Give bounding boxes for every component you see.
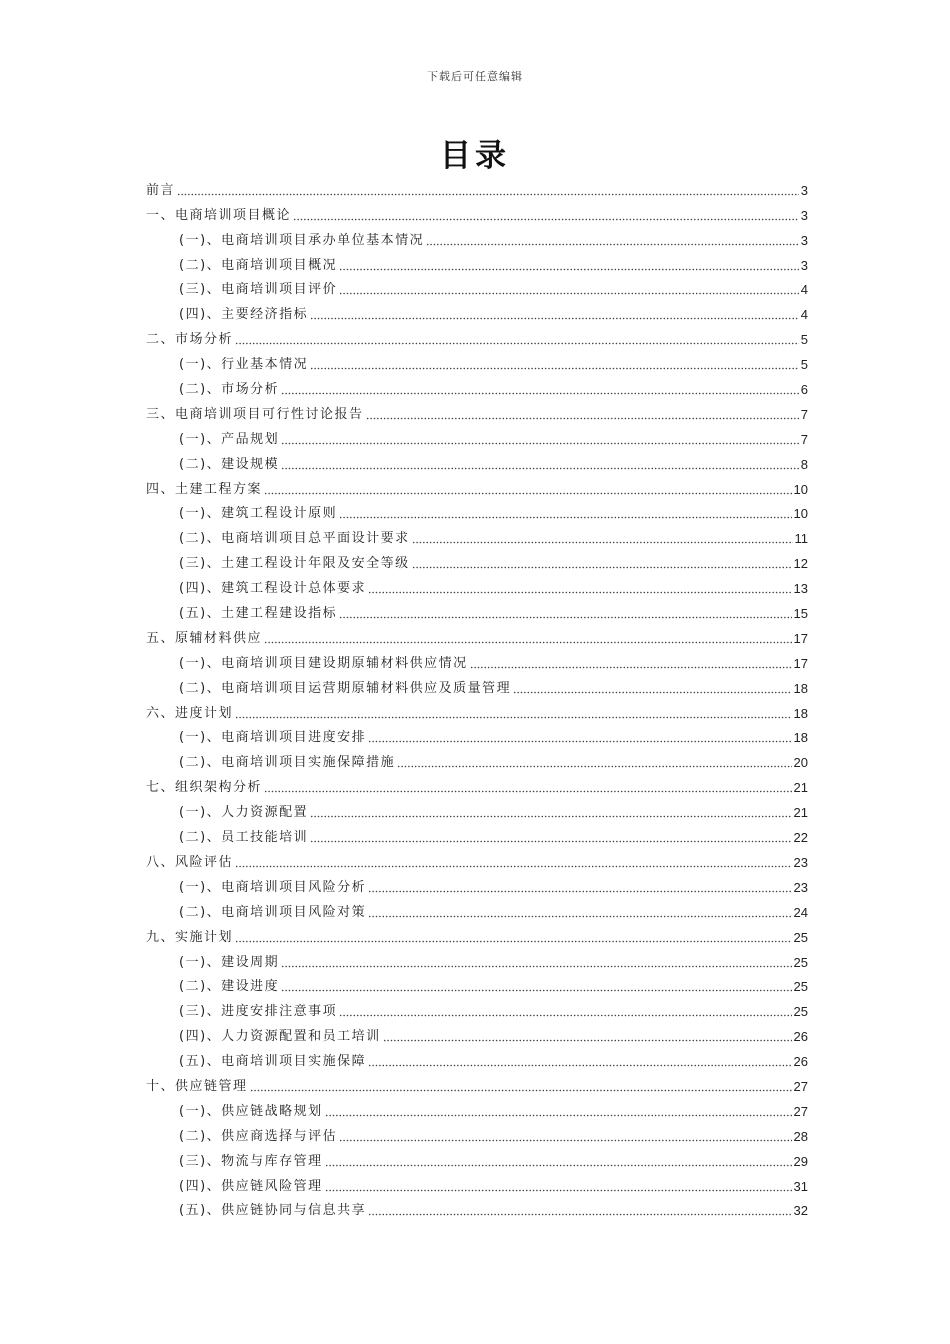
toc-entry-label: (三)、进度安排注意事项: [179, 1004, 338, 1020]
toc-entry-label: 九、实施计划: [146, 929, 234, 945]
toc-entry[interactable]: [146, 948, 808, 973]
toc-entry-page-number: 21: [793, 780, 808, 796]
toc-entry-label: (一)、行业基本情况: [179, 357, 309, 373]
toc-entry-label: (五)、电商培训项目实施保障: [179, 1054, 367, 1070]
toc-entry-label: (一)、人力资源配置: [179, 805, 309, 821]
toc-entry[interactable]: [146, 450, 808, 475]
toc-entry[interactable]: [146, 251, 808, 276]
dot-leader: [281, 392, 799, 395]
toc-entry-label: 八、风险评估: [146, 854, 234, 870]
dot-leader: [281, 989, 791, 992]
page-header: 下载后可任意编辑: [427, 70, 523, 83]
toc-entry-label: 一、电商培训项目概论: [146, 207, 292, 223]
toc-entry[interactable]: [146, 1047, 808, 1072]
table-of-contents: [146, 176, 808, 1221]
toc-entry-page-number: 24: [793, 904, 808, 920]
toc-entry-label: (三)、土建工程设计年限及安全等级: [179, 556, 410, 572]
toc-entry-label: 前言: [146, 182, 176, 198]
toc-entry-page-number: 3: [800, 182, 808, 198]
toc-entry-page-number: 5: [800, 332, 808, 348]
dot-leader: [310, 840, 791, 843]
toc-entry-page-number: 10: [793, 506, 808, 522]
dot-leader: [235, 716, 792, 719]
toc-entry[interactable]: [146, 350, 808, 375]
toc-entry-label: (一)、电商培训项目承办单位基本情况: [179, 232, 425, 248]
toc-entry-label: (二)、员工技能培训: [179, 830, 309, 846]
toc-entry-label: (二)、电商培训项目运营期原辅材料供应及质量管理: [179, 680, 512, 696]
toc-entry[interactable]: [146, 325, 808, 350]
toc-entry[interactable]: [146, 549, 808, 574]
toc-entry-label: (一)、电商培训项目风险分析: [179, 879, 367, 895]
toc-entry-page-number: 26: [793, 1054, 808, 1070]
toc-entry-page-number: 21: [793, 805, 808, 821]
dot-leader: [426, 243, 799, 246]
toc-entry-label: (一)、建设周期: [179, 954, 280, 970]
toc-title: 目录: [440, 138, 510, 174]
toc-entry-page-number: 18: [793, 680, 808, 696]
toc-entry[interactable]: [146, 1147, 808, 1172]
toc-entry[interactable]: [146, 425, 808, 450]
toc-entry[interactable]: [146, 699, 808, 724]
dot-leader: [368, 1064, 791, 1067]
toc-entry-label: (一)、电商培训项目进度安排: [179, 730, 367, 746]
dot-leader: [325, 1114, 792, 1117]
toc-entry[interactable]: [146, 300, 808, 325]
dot-leader: [366, 417, 799, 420]
dot-leader: [368, 915, 791, 918]
toc-entry-page-number: 3: [800, 207, 808, 223]
dot-leader: [339, 268, 799, 271]
toc-entry-label: (二)、电商培训项目风险对策: [179, 904, 367, 920]
toc-entry-label: (五)、土建工程建设指标: [179, 606, 338, 622]
dot-leader: [368, 591, 791, 594]
dot-leader: [281, 442, 799, 445]
dot-leader: [339, 1139, 791, 1142]
dot-leader: [281, 965, 791, 968]
dot-leader: [310, 367, 799, 370]
toc-entry[interactable]: [146, 524, 808, 549]
dot-leader: [264, 492, 792, 495]
dot-leader: [412, 541, 793, 544]
dot-leader: [235, 342, 799, 345]
toc-entry-label: (四)、建筑工程设计总体要求: [179, 581, 367, 597]
toc-entry-page-number: 4: [800, 307, 808, 323]
toc-entry-label: (四)、人力资源配置和员工培训: [179, 1029, 381, 1045]
toc-entry-label: 五、原辅材料供应: [146, 630, 263, 646]
toc-entry-page-number: 20: [793, 755, 808, 771]
toc-entry-page-number: 27: [793, 1103, 808, 1119]
dot-leader: [235, 865, 792, 868]
dot-leader: [383, 1039, 792, 1042]
toc-entry[interactable]: [146, 848, 808, 873]
toc-entry[interactable]: [146, 1022, 808, 1047]
dot-leader: [339, 516, 791, 519]
dot-leader: [281, 467, 799, 470]
toc-entry-page-number: 31: [793, 1178, 808, 1194]
toc-entry-label: (三)、物流与库存管理: [179, 1153, 323, 1169]
toc-entry[interactable]: [146, 1122, 808, 1147]
toc-entry[interactable]: [146, 500, 808, 525]
toc-entry[interactable]: [146, 1197, 808, 1222]
toc-entry-label: (二)、电商培训项目概况: [179, 257, 338, 273]
toc-entry-page-number: 32: [793, 1203, 808, 1219]
toc-entry-label: (四)、主要经济指标: [179, 307, 309, 323]
dot-leader: [250, 1089, 792, 1092]
toc-entry-page-number: 29: [793, 1153, 808, 1169]
toc-entry[interactable]: [146, 923, 808, 948]
toc-entry-label: (二)、电商培训项目总平面设计要求: [179, 531, 410, 547]
toc-entry-page-number: 13: [793, 581, 808, 597]
toc-entry-page-number: 28: [793, 1128, 808, 1144]
dot-leader: [339, 1014, 791, 1017]
dot-leader: [339, 616, 791, 619]
toc-entry-page-number: 23: [793, 854, 808, 870]
toc-entry-page-number: 23: [793, 879, 808, 895]
toc-entry-label: (二)、供应商选择与评估: [179, 1128, 338, 1144]
dot-leader: [264, 790, 792, 793]
dot-leader: [264, 641, 792, 644]
toc-entry[interactable]: [146, 973, 808, 998]
toc-entry-page-number: 11: [794, 531, 808, 547]
toc-entry-page-number: 26: [793, 1029, 808, 1045]
toc-entry[interactable]: [146, 674, 808, 699]
toc-entry-page-number: 18: [793, 705, 808, 721]
toc-entry-page-number: 6: [800, 382, 808, 398]
toc-entry-label: (二)、建设规模: [179, 456, 280, 472]
toc-entry-page-number: 22: [793, 830, 808, 846]
toc-entry[interactable]: [146, 400, 808, 425]
toc-entry[interactable]: [146, 375, 808, 400]
dot-leader: [325, 1164, 792, 1167]
toc-entry-label: 十、供应链管理: [146, 1078, 248, 1094]
toc-entry[interactable]: [146, 1072, 808, 1097]
toc-entry-page-number: 7: [800, 431, 808, 447]
toc-entry-page-number: 5: [800, 357, 808, 373]
toc-entry-page-number: 25: [793, 979, 808, 995]
toc-entry-page-number: 18: [793, 730, 808, 746]
toc-entry-label: (二)、电商培训项目实施保障措施: [179, 755, 396, 771]
toc-entry[interactable]: [146, 176, 808, 201]
toc-entry-label: (五)、供应链协同与信息共享: [179, 1203, 367, 1219]
toc-entry[interactable]: [146, 724, 808, 749]
toc-entry[interactable]: [146, 798, 808, 823]
dot-leader: [513, 691, 791, 694]
dot-leader: [177, 193, 799, 196]
toc-entry-page-number: 3: [800, 257, 808, 273]
toc-entry-label: 二、市场分析: [146, 332, 234, 348]
dot-leader: [235, 940, 792, 943]
toc-entry-label: 四、土建工程方案: [146, 481, 263, 497]
toc-entry-page-number: 27: [793, 1078, 808, 1094]
toc-entry[interactable]: [146, 574, 808, 599]
dot-leader: [293, 218, 799, 221]
toc-entry-label: (四)、供应链风险管理: [179, 1178, 323, 1194]
toc-entry[interactable]: [146, 1172, 808, 1197]
dot-leader: [368, 890, 791, 893]
toc-entry-label: (一)、电商培训项目建设期原辅材料供应情况: [179, 655, 468, 671]
toc-entry-label: (二)、市场分析: [179, 382, 280, 398]
toc-entry-page-number: 25: [793, 954, 808, 970]
toc-entry-label: 七、组织架构分析: [146, 780, 263, 796]
toc-entry[interactable]: [146, 649, 808, 674]
toc-entry-page-number: 17: [793, 630, 808, 646]
toc-entry-page-number: 3: [800, 232, 808, 248]
toc-entry-label: 六、进度计划: [146, 705, 234, 721]
toc-entry-page-number: 7: [800, 406, 808, 422]
dot-leader: [368, 1213, 791, 1216]
toc-entry[interactable]: [146, 599, 808, 624]
toc-entry[interactable]: [146, 773, 808, 798]
toc-entry[interactable]: [146, 201, 808, 226]
dot-leader: [470, 666, 792, 669]
toc-entry[interactable]: [146, 475, 808, 500]
toc-entry-page-number: 8: [800, 456, 808, 472]
toc-entry[interactable]: [146, 1097, 808, 1122]
toc-entry[interactable]: [146, 873, 808, 898]
toc-entry[interactable]: [146, 226, 808, 251]
dot-leader: [325, 1189, 792, 1192]
toc-entry-label: 三、电商培训项目可行性讨论报告: [146, 406, 364, 422]
toc-entry-label: (一)、建筑工程设计原则: [179, 506, 338, 522]
dot-leader: [368, 740, 791, 743]
dot-leader: [339, 292, 799, 295]
toc-entry-page-number: 25: [793, 929, 808, 945]
toc-entry-page-number: 17: [793, 655, 808, 671]
toc-entry[interactable]: [146, 997, 808, 1022]
toc-entry[interactable]: [146, 898, 808, 923]
toc-entry-page-number: 25: [793, 1004, 808, 1020]
toc-entry-page-number: 10: [793, 481, 808, 497]
toc-entry-label: (二)、建设进度: [179, 979, 280, 995]
toc-entry-page-number: 4: [800, 282, 808, 298]
toc-entry-page-number: 15: [793, 606, 808, 622]
dot-leader: [397, 765, 791, 768]
dot-leader: [310, 815, 791, 818]
dot-leader: [310, 317, 799, 320]
toc-entry[interactable]: [146, 276, 808, 301]
toc-entry[interactable]: [146, 624, 808, 649]
toc-entry-label: (一)、供应链战略规划: [179, 1103, 323, 1119]
toc-entry-label: (三)、电商培训项目评价: [179, 282, 338, 298]
toc-entry[interactable]: [146, 748, 808, 773]
toc-entry[interactable]: [146, 823, 808, 848]
toc-entry-label: (一)、产品规划: [179, 431, 280, 447]
toc-entry-page-number: 12: [793, 556, 808, 572]
dot-leader: [412, 566, 792, 569]
